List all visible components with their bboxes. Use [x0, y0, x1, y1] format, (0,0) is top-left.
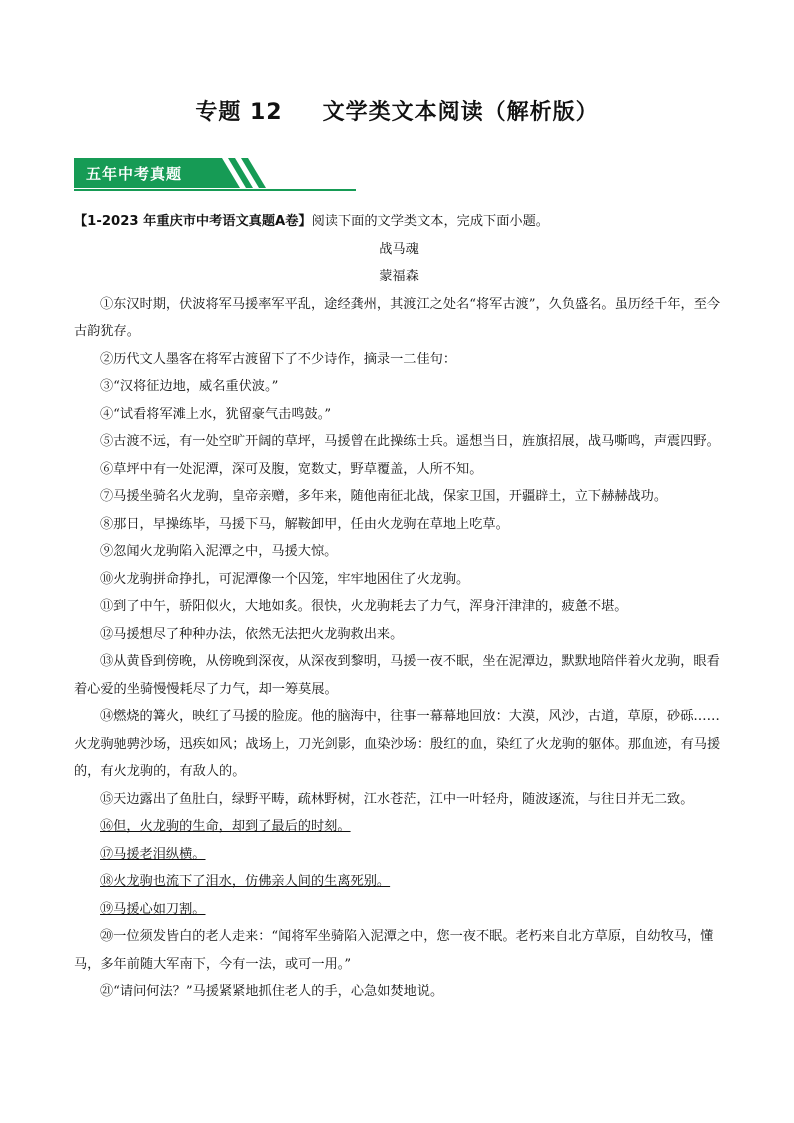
banner-stripes-icon	[204, 158, 304, 192]
question-instruction: 阅读下面的文学类文本，完成下面小题。	[311, 214, 549, 229]
document-body	[74, 208, 724, 1006]
underlined-paragraph: ⑲马援心如刀割。	[100, 901, 206, 917]
underlined-paragraph: ⑰马援老泪纵横。	[100, 846, 206, 862]
question-source: 【1-2023 年重庆市中考语文真题A卷】	[74, 214, 312, 229]
title-number: 专题 12	[195, 100, 283, 125]
banner-label: 五年中考真题	[86, 165, 183, 183]
paragraph: ⑪到了中午，骄阳似火，大地如炙。很快，火龙驹耗去了力气，浑身汗津津的，疲惫不堪。	[100, 599, 628, 614]
paragraph: ⑤古渡不远，有一处空旷开阔的草坪，马援曾在此操练士兵。遥想当日，旌旗招展，战马嘶鸣，声震四野。	[100, 434, 720, 449]
question-header	[74, 208, 724, 236]
paragraph: ⑥草坪中有一处泥潭，深可及腹，宽数丈，野草覆盖，人所不知。	[100, 461, 483, 477]
paragraph: ⑩火龙驹拼命挣扎，可泥潭像一个囚笼，牢牢地困住了火龙驹。	[100, 571, 470, 587]
paragraph: ⑳一位须发皆白的老人走来：“闻将军坐骑陷入泥潭之中，您一夜不眠。老朽来自北方草原，自幼牧马，懂马，多年前随大军南下，今有一法，或可一用。”	[74, 929, 714, 972]
story-author: 蒙福森	[379, 269, 419, 284]
paragraph: ㉑“请问何法？”马援紧紧地抓住老人的手，心急如焚地说。	[100, 984, 444, 999]
underlined-paragraph: ⑯但，火龙驹的生命，却到了最后的时刻。	[100, 819, 351, 834]
underlined-paragraph: ⑱火龙驹也流下了泪水，仿佛亲人间的生离死别。	[100, 874, 391, 889]
paragraph: ⑨忽闻火龙驹陷入泥潭之中，马援大惊。	[100, 544, 338, 559]
story-title: 战马魂	[379, 241, 419, 257]
paragraph: ⑧那日，早操练毕，马援下马，解鞍卸甲，任由火龙驹在草地上吃草。	[100, 516, 509, 532]
paragraph: ⑦马援坐骑名火龙驹，皇帝亲赠，多年来，随他南征北战，保家卫国，开疆辟土，立下赫赫战功。	[100, 489, 668, 504]
paragraph: ②历代文人墨客在将军古渡留下了不少诗作，摘录一二佳句：	[100, 351, 457, 367]
paragraph: ⑬从黄昏到傍晚，从傍晚到深夜，从深夜到黎明，马援一夜不眠，坐在泥潭边，默默地陪伴着火龙驹，眼看着心爱的坐骑慢慢耗尽了力气，却一筹莫展。	[74, 654, 720, 697]
paragraph: ⑮天边露出了鱼肚白，绿野平畴，疏林野树，江水苍茫，江中一叶轻舟，随波逐流，与往日并无二致。	[100, 791, 694, 807]
paragraph: ④“试看将军滩上水，犹留豪气击鸣鼓。”	[100, 406, 332, 422]
title-text: 文学类文本阅读（解析版）	[322, 100, 599, 125]
paragraph: ①东汉时期，伏波将军马援率军平乱，途经龚州，其渡江之处名“将军古渡”，久负盛名。虽历经千年，至今古韵犹存。	[74, 296, 721, 339]
paragraph: ⑫马援想尽了种种办法，依然无法把火龙驹救出来。	[100, 626, 404, 642]
section-banner	[74, 158, 356, 192]
page-title	[0, 95, 794, 126]
banner-underline	[74, 189, 356, 191]
paragraph: ③“汉将征边地，威名重伏波。”	[100, 379, 279, 394]
paragraph: ⑭燃烧的篝火，映红了马援的脸庞。他的脑海中，往事一幕幕地回放：大漠，风沙，古道，草原，砂砾……火龙驹驰骋沙场，迅疾如风；战场上，刀光剑影，血染沙场：殷红的血，染红了火龙驹的躯体。那血迹，有马援的，有火龙驹的，有敌人的。	[74, 709, 721, 779]
